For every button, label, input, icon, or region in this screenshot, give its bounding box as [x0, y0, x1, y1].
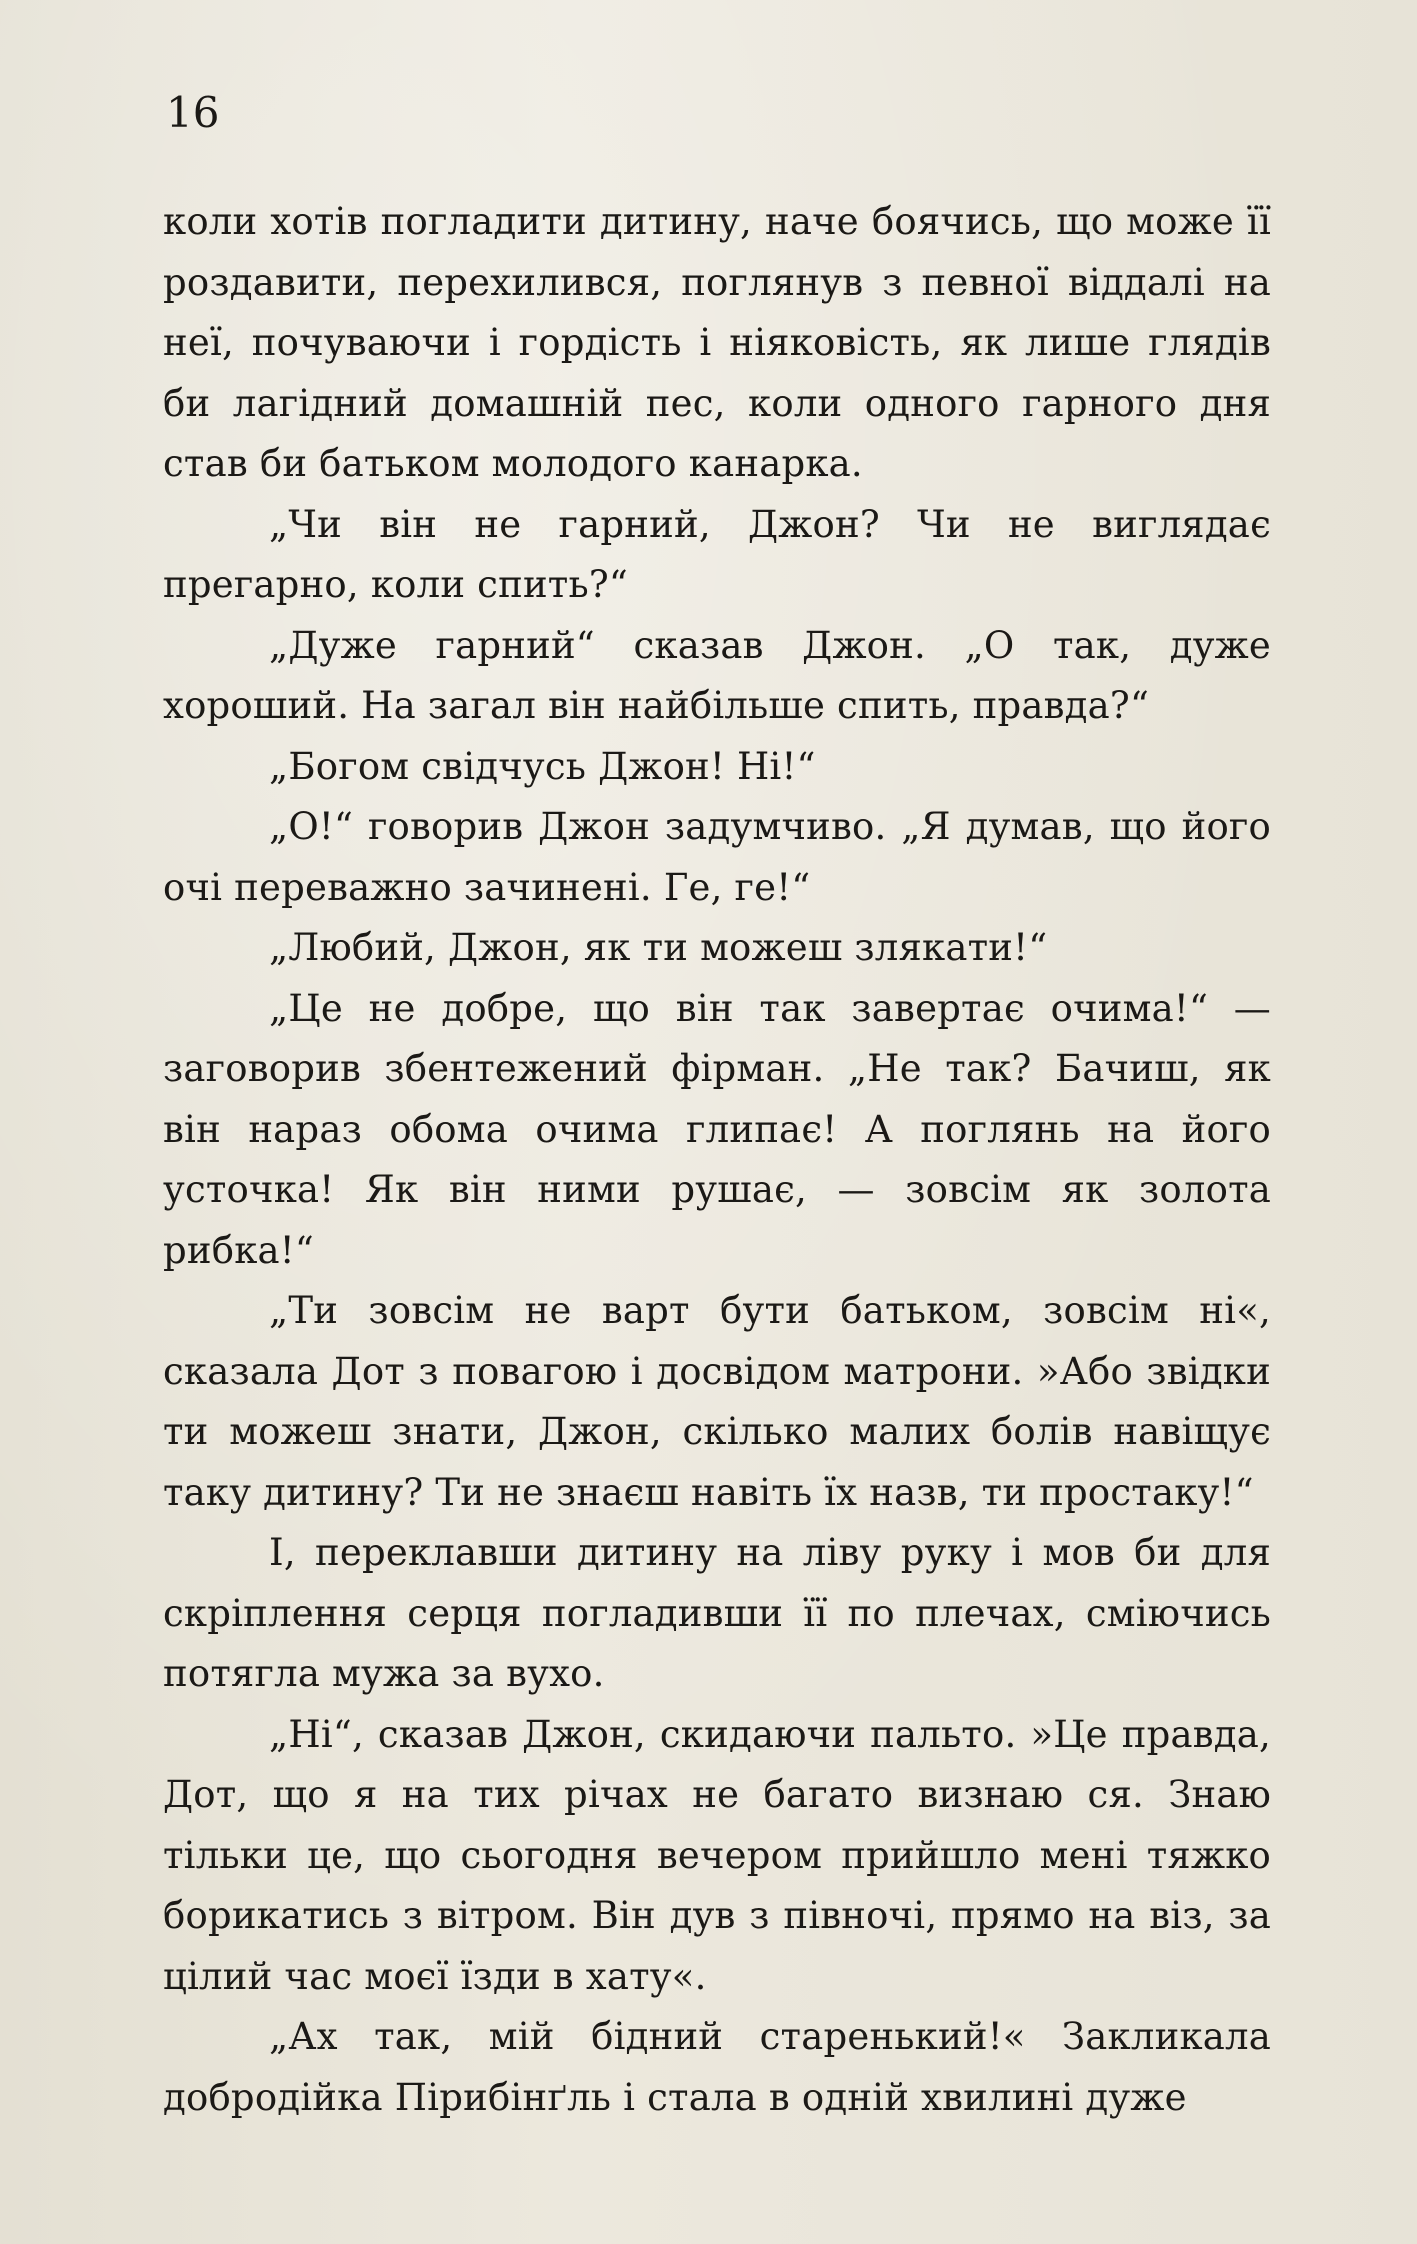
paragraph: „Дуже гарний“ сказав Джон. „О так, дуже хороший. На загал він найбільше спить, правда?“ — [163, 623, 1271, 727]
paragraph: „Любий, Джон, як ти можеш злякати!“ — [269, 926, 1048, 969]
paragraph: „Ти зовсім не варт бути батьком, зовсім ні«, сказала Дот з повагою і досвідом матрони. »Або звідки ти можеш знати, Джон, скілько малих болів навіщує таку дитину? Ти не знаєш навіть їх назв, ти простаку!“ — [163, 1289, 1271, 1514]
page-number: 16 — [166, 88, 220, 137]
paragraph: „Чи він не гарний, Джон? Чи не виглядає прегарно, коли спить?“ — [163, 502, 1271, 606]
paragraph: „Богом свідчусь Джон! Ні!“ — [269, 744, 816, 788]
paragraph: І, переклавши дитину на ліву руку і мов би для скріплення серця погладивши її по плечах, сміючись потягла мужа за вухо. — [163, 1531, 1271, 1695]
paragraph: коли хотів погладити дитину, наче боячись, що може її роздавити, перехилився, поглянув з певної віддалі на неї, почуваючи і гордість і ніяковість, як лише глядів би лагідний домашній пес, коли одного гарного дня став би батьком молодого канарка. — [163, 200, 1271, 485]
paragraph: „Це не добре, що він так завертає очима!“ — заговорив збентежений фірман. „Не так? Бачиш, як він нараз обома очима глипає! А поглянь на його усточка! Як він ними рушає, — зовсім як золота рибка!“ — [163, 986, 1271, 1272]
paragraph: „Ні“, сказав Джон, скидаючи пальто. »Це правда, Дот, що я на тих річах не багато визнаю ся. Знаю тільки це, що сьогодня вечером прийшло мені тяжко борикатись з вітром. Він дув з півночі, прямо на віз, за цілий час моєї їзди в хату«. — [163, 1712, 1271, 1998]
paragraph: „О!“ говорив Джон задумчиво. „Я думав, що його очі переважно зачинені. Ге, ге!“ — [163, 805, 1271, 909]
paragraph: „Ах так, мій бідний старенький!« Закликала добродійка Пірибінґль і стала в одній хвилині дуже — [163, 2015, 1271, 2119]
body-text — [163, 192, 1271, 2128]
